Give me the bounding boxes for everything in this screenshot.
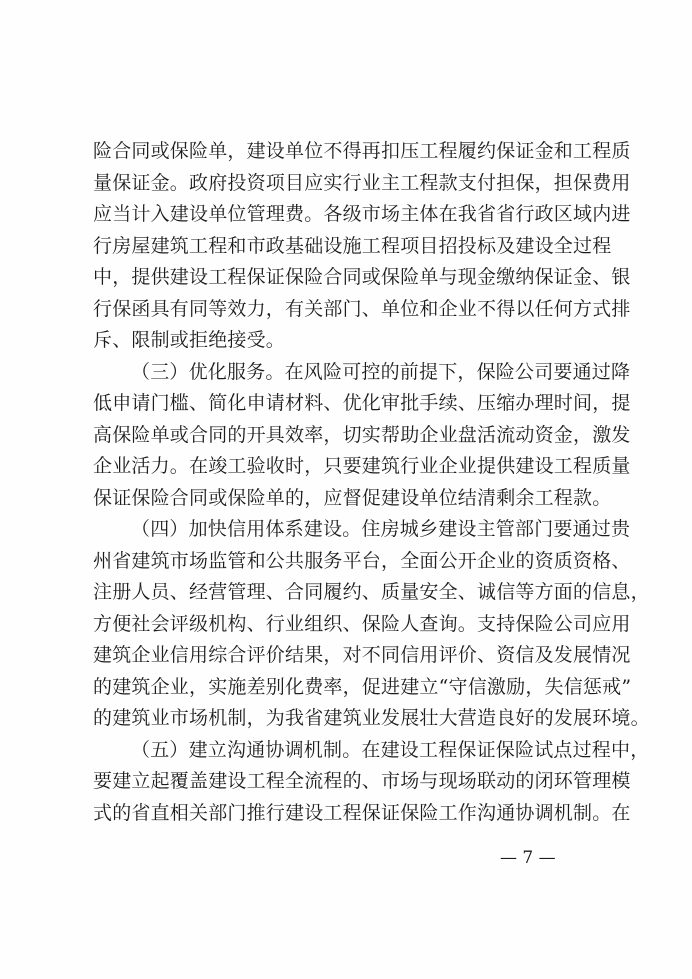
paragraph-section-4 bbox=[93, 514, 650, 735]
text-line: 高保险单或合同的开具效率，切实帮助企业盘活流动资金，激发 bbox=[93, 423, 631, 446]
paragraph-section-5 bbox=[93, 735, 650, 830]
text-line: 的建筑业市场机制，为我省建筑业发展壮大营造良好的发展环境。 bbox=[93, 707, 650, 729]
text-line: 州省建筑市场监管和公共服务平台，全面公开企业的资质资格、 bbox=[93, 549, 631, 572]
text-line: 行房屋建筑工程和市政基础设施工程项目招投标及建设全过程 bbox=[93, 234, 612, 257]
text-line: 企业活力。在竣工验收时，只要建筑行业企业提供建设工程质量 bbox=[93, 455, 631, 477]
text-line: 式的省直相关部门推行建设工程保证保险工作沟通协调机制。在 bbox=[93, 801, 631, 824]
text-line: 中，提供建设工程保证保险合同或保险单与现金缴纳保证金、银 bbox=[93, 266, 631, 288]
text-line: 斥、限制或拒绝接受。 bbox=[93, 329, 286, 351]
text-line: （三）优化服务。在风险可控的前提下，保险公司要通过降 bbox=[131, 360, 631, 383]
document-body bbox=[93, 136, 650, 829]
text-line: 量保证金。政府投资项目应实行业主工程款支付担保，担保费用 bbox=[93, 171, 631, 194]
text-line: 建筑企业信用综合评价结果，对不同信用评价、资信及发展情况 bbox=[93, 644, 631, 666]
text-line: 注册人员、经营管理、合同履约、质量安全、诚信等方面的信息， bbox=[93, 581, 650, 603]
text-line: 保证保险合同或保险单的，应督促建设单位结清剩余工程款。 bbox=[93, 486, 612, 509]
text-line: （五）建立沟通协调机制。在建设工程保证保险试点过程中， bbox=[131, 738, 650, 761]
text-line: 应当计入建设单位管理费。各级市场主体在我省省行政区域内进 bbox=[93, 203, 631, 225]
text-line: 低申请门槛、简化申请材料、优化审批手续、压缩办理时间，提 bbox=[93, 392, 631, 414]
text-line: 险合同或保险单，建设单位不得再扣压工程履约保证金和工程质 bbox=[93, 140, 631, 162]
text-line: 行保函具有同等效力，有关部门、单位和企业不得以任何方式排 bbox=[93, 297, 631, 320]
text-line: 要建立起覆盖建设工程全流程的、市场与现场联动的闭环管理模 bbox=[93, 770, 631, 792]
text-line: （四）加快信用体系建设。住房城乡建设主管部门要通过贵 bbox=[131, 518, 631, 540]
text-line: 方便社会评级机构、行业组织、保险人查询。支持保险公司应用 bbox=[93, 612, 631, 635]
paragraph-section-3 bbox=[93, 357, 631, 515]
page-number: — 7 — bbox=[500, 848, 556, 868]
text-line: 的建筑企业，实施差别化费率，促进建立“守信激励，失信惩戒” bbox=[93, 675, 632, 698]
paragraph-continued bbox=[93, 136, 631, 357]
